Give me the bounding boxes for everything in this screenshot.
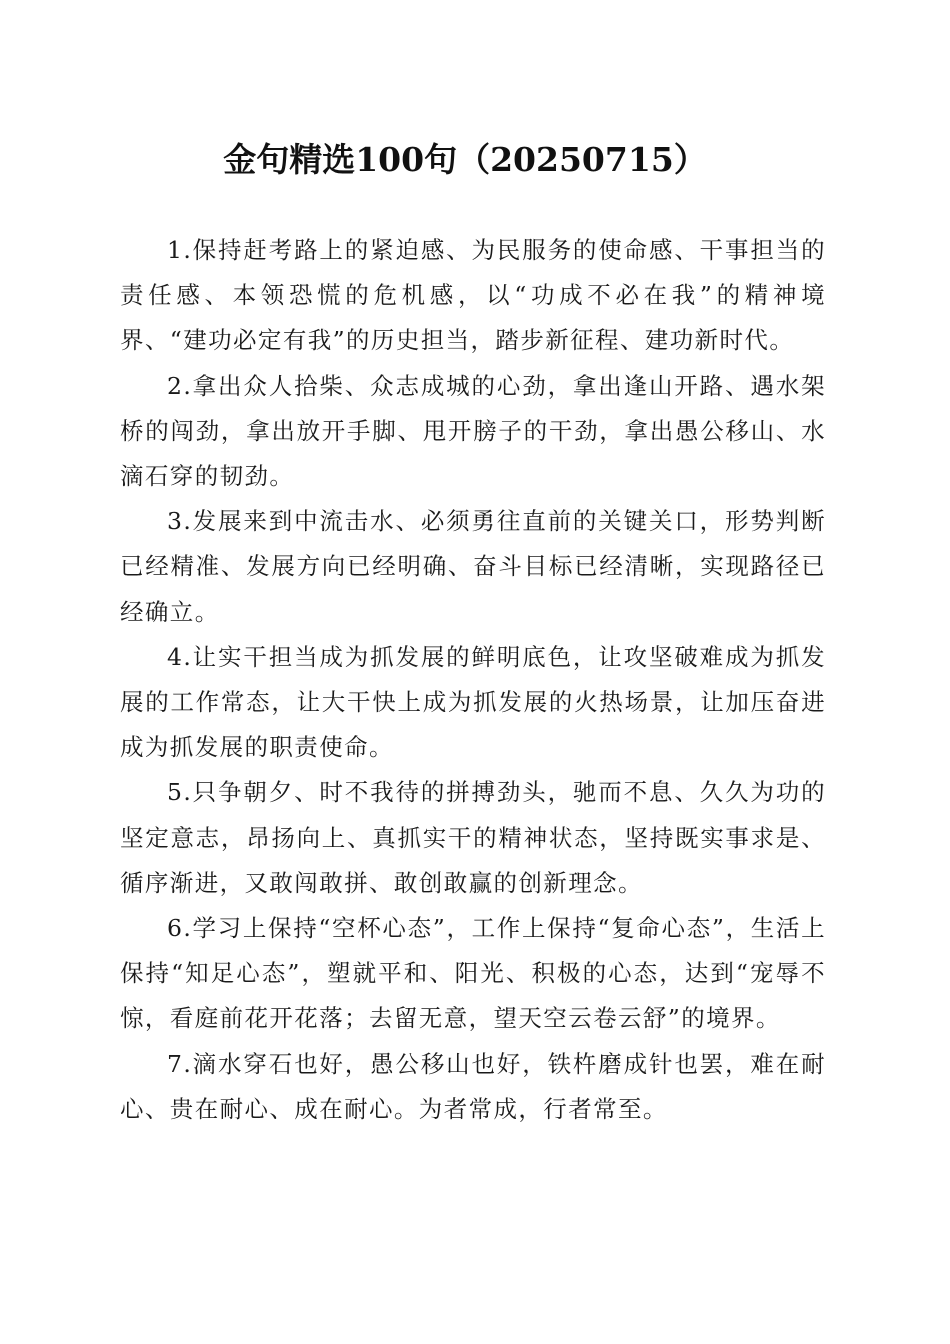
document-title: 金句精选100句（20250715）	[223, 140, 707, 179]
paragraph-6: 6.学习上保持“空杯心态”，工作上保持“复命心态”，生活上保持“知足心态”，塑就平和、阳光、积极的心态，达到“宠辱不惊，看庭前花开花落；去留无意，望天空云卷云舒”的境界。	[120, 914, 826, 1033]
document-body	[120, 228, 826, 1132]
paragraph-7: 7.滴水穿石也好，愚公移山也好，铁杵磨成针也罢，难在耐心、贵在耐心、成在耐心。为者常成，行者常至。	[120, 1049, 826, 1123]
paragraph-2: 2.拿出众人拾柴、众志成城的心劲，拿出逢山开路、遇水架桥的闯劲，拿出放开手脚、甩开膀子的干劲，拿出愚公移山、水滴石穿的韧劲。	[120, 371, 826, 491]
paragraph-4: 4.让实干担当成为抓发展的鲜明底色，让攻坚破难成为抓发展的工作常态，让大干快上成为抓发展的火热场景，让加压奋进成为抓发展的职责使命。	[120, 642, 826, 762]
paragraph-3: 3.发展来到中流击水、必须勇往直前的关键关口，形势判断已经精准、发展方向已经明确、奋斗目标已经清晰，实现路径已经确立。	[120, 507, 826, 626]
paragraph-5: 5.只争朝夕、时不我待的拼搏劲头，驰而不息、久久为功的坚定意志，昂扬向上、真抓实干的精神状态，坚持既实事求是、循序渐进，又敢闯敢拼、敢创敢赢的创新理念。	[120, 778, 826, 897]
paragraph-1: 1.保持赶考路上的紧迫感、为民服务的使命感、干事担当的责任感、本领恐慌的危机感，以“功成不必在我”的精神境界、“建功必定有我”的历史担当，踏步新征程、建功新时代。	[120, 236, 826, 355]
